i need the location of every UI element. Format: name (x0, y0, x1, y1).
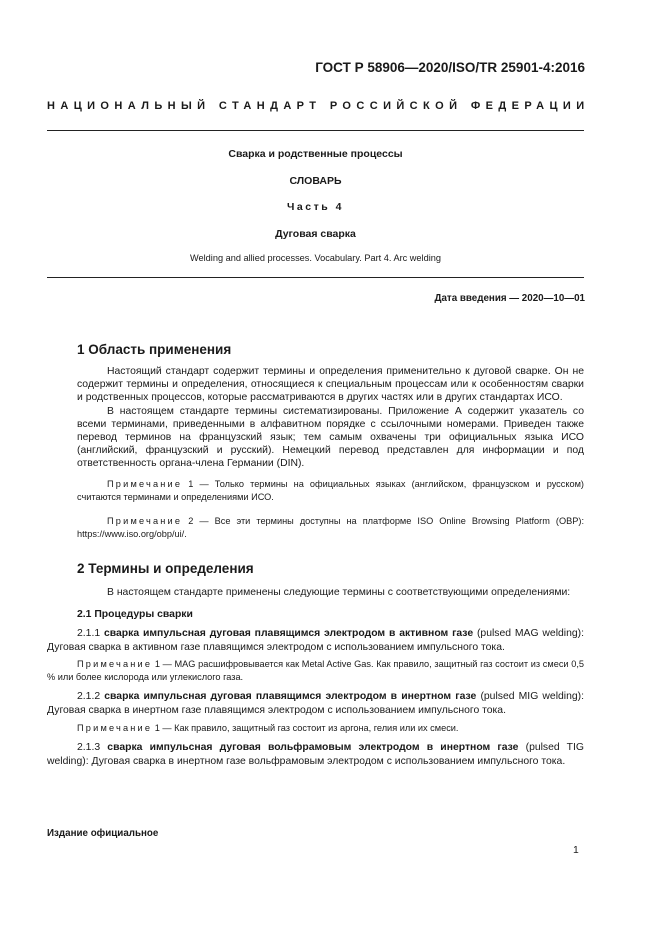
term-entry (47, 690, 584, 718)
term-name: сварка импульсная дуговая плавящимся электродом в активном газе (103, 628, 474, 639)
page-number: 1 (573, 845, 579, 856)
term-note (47, 658, 584, 684)
section-2-heading: 2 Термины и определения (77, 561, 254, 576)
term-definition: (pulsed MIG welding): Дуговая сварка в инертном газе плавящимся электродом с использованием импульсного тока. (47, 691, 585, 716)
title-line-2: СЛОВАРЬ (289, 175, 342, 187)
edition-label: Издание официальное (47, 828, 159, 839)
note-text: 1 — Как правило, защитный газ состоит из аргона, гелия или их смеси. (154, 723, 459, 733)
standard-code: ГОСТ Р 58906—2020/ISO/TR 25901-4:2016 (315, 60, 585, 75)
note-label: Примечание (107, 479, 183, 489)
section-1-body (77, 365, 584, 471)
term-entry (47, 741, 584, 769)
section-1-para-1: Настоящий стандарт содержит термины и определения применительно к дуговой сварке. Он не содержит термины и определения, относящиеся к специальным процессам или к особенностям сварки и родственных процессов, которые рассматриваются в других частях или в других стандартах ИСО. (77, 366, 584, 404)
section-1-para-2: В настоящем стандарте термины систематизированы. Приложение А содержит указатель со всеми терминами, приведенными в алфавитном порядке с ссылочными номерами. Приведен также перевод терминов на французский язык; тем самым охвачены три официальных языка ИСО (английский, французский и русский). Немецкий перевод представлен для информации и под ответственность органа-члена Германии (DIN). (77, 405, 584, 470)
national-standard-title: НАЦИОНАЛЬНЫЙ СТАНДАРТ РОССИЙСКОЙ ФЕДЕРАЦИИ (47, 100, 590, 112)
note-label: Примечание (107, 516, 183, 526)
term-definition: (pulsed MAG welding): Дуговая сварка в активном газе плавящимся электродом с использованием импульсного тока. (47, 628, 585, 653)
note-label: Примечание (77, 659, 153, 669)
term-name: сварка импульсная дуговая плавящимся электродом в инертном газе (104, 691, 477, 702)
intro-date: Дата введения — 2020—10—01 (434, 293, 585, 304)
term-number: 2.1.1 (77, 628, 101, 639)
title-divider (47, 277, 584, 278)
title-line-1: Сварка и родственные процессы (228, 148, 403, 160)
note-text: 1 — MAG расшифровывается как Metal Active Gas. Как правило, защитный газ состоит из смеси 0,5 % или более кислорода или углекислого газа. (47, 659, 584, 683)
section-2-intro-text: В настоящем стандарте применены следующие термины с соответствующими определениями: (107, 587, 571, 598)
title-part: Часть 4 (287, 201, 344, 213)
title-line-4: Дуговая сварка (275, 228, 356, 240)
english-title: Welding and allied processes. Vocabulary. Part 4. Arc welding (190, 253, 441, 263)
term-entry (47, 627, 584, 655)
note-text: 1 — Только термины на официальных языках (английском, французском и русском) считаются терминами и определениями ИСО. (77, 479, 584, 503)
section-2-intro (77, 586, 584, 599)
term-name: сварка импульсная дуговая вольфрамовым электродом в инертном газе (107, 742, 519, 753)
top-divider (47, 130, 584, 131)
term-definition: (pulsed TIG welding): Дуговая сварка в инертном газе вольфрамовым электродом с использованием импульсного тока. (47, 742, 584, 767)
section-1-heading: 1 Область применения (77, 342, 232, 357)
term-number: 2.1.2 (77, 691, 101, 702)
section-1-note-2 (77, 515, 584, 541)
subsection-2-1-heading: 2.1 Процедуры сварки (77, 609, 193, 620)
note-label: Примечание (77, 723, 153, 733)
term-note (47, 722, 584, 735)
section-1-note-1 (77, 478, 584, 504)
term-number: 2.1.3 (77, 742, 101, 753)
note-text: 2 — Все эти термины доступны на платформе ISO Online Browsing Platform (OBP): https://www.iso.org/obp/ui/. (77, 516, 584, 540)
